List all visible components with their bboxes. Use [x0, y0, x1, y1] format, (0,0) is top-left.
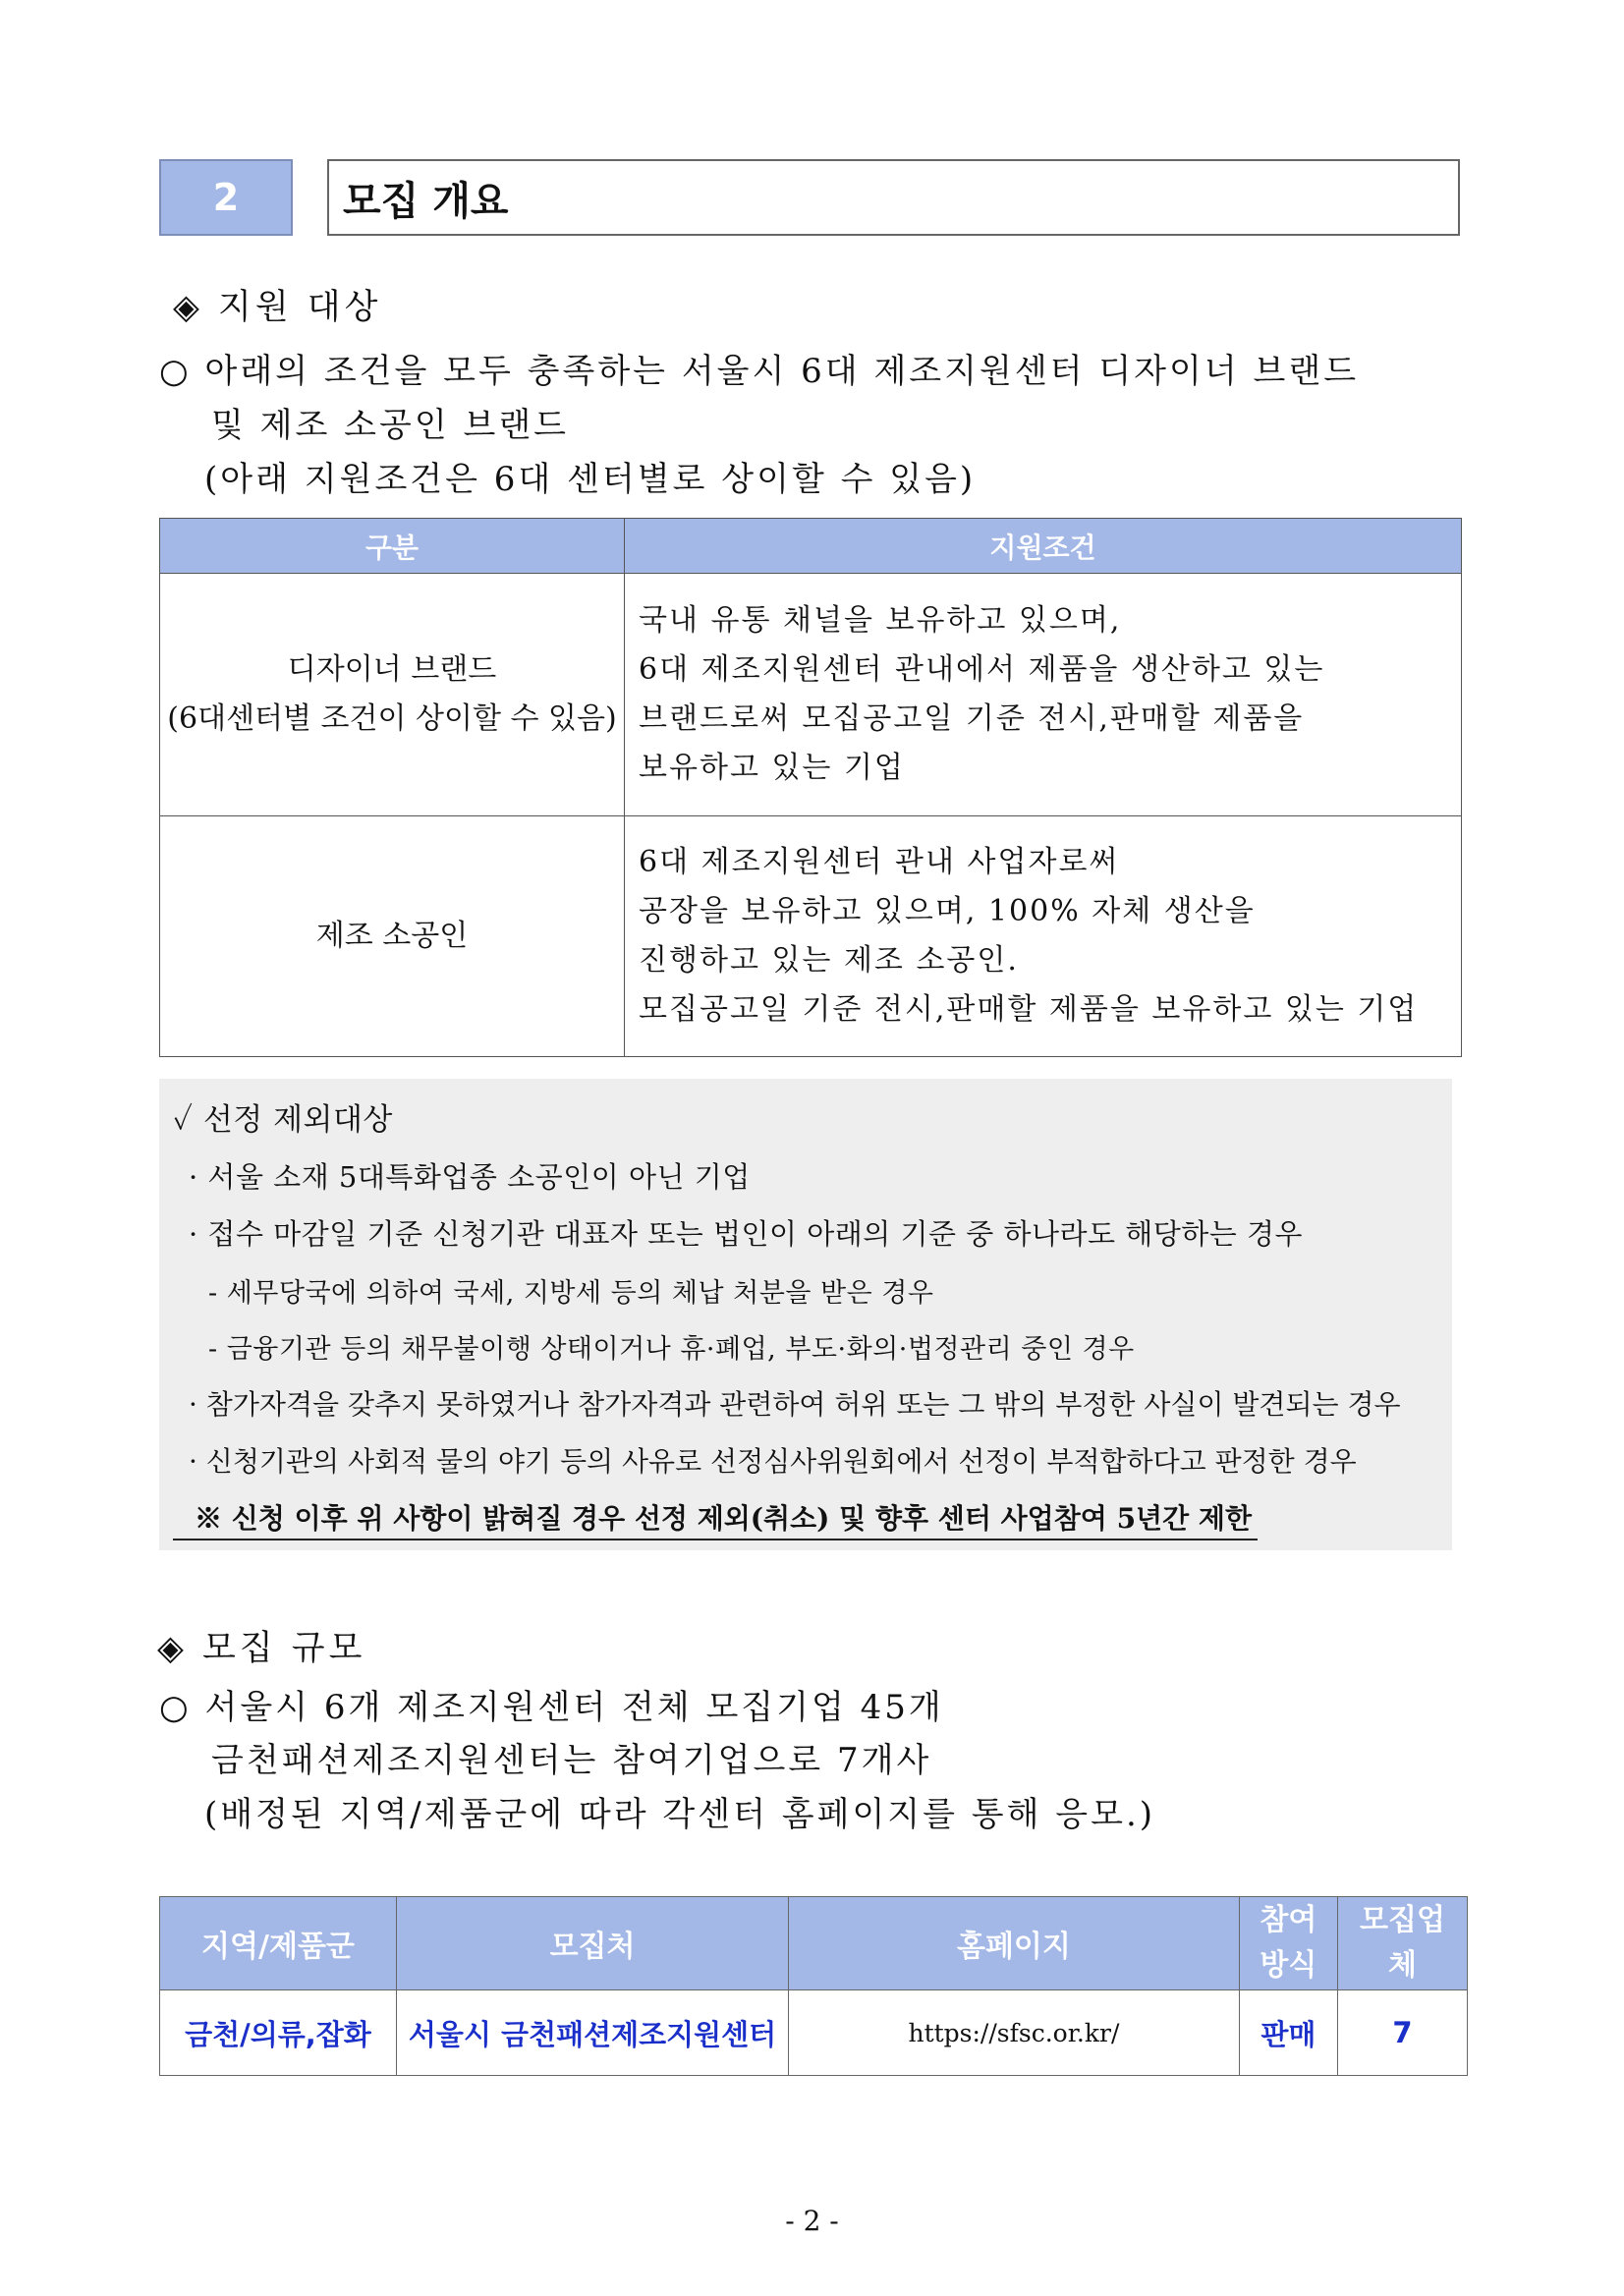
recruit-scale-line-2: 금천패션제조지원센터는 참여기업으로 7개사	[211, 1741, 932, 1780]
condition-line: 보유하고 있는 기업	[639, 751, 905, 785]
condition-line: 공장을 보유하고 있으며, 100% 자체 생산을	[639, 894, 1256, 928]
condition-line: 6대 제조지원센터 관내 사업자로써	[639, 845, 1120, 879]
exclusion-item: · 신청기관의 사회적 물의 야기 등의 사유로 선정심사위원회에서 선정이 부적합하다고 판정한 경우	[189, 1445, 1357, 1478]
table-header: 홈페이지	[789, 1897, 1240, 1990]
exclusion-subitem: - 세무당국에 의하여 국세, 지방세 등의 체납 처분을 받은 경우	[208, 1278, 934, 1309]
support-target-line-1: ○ 아래의 조건을 모두 충족하는 서울시 6대 제조지원센터 디자이너 브랜드	[159, 352, 1360, 391]
exclusion-subitem: - 금융기관 등의 채무불이행 상태이거나 휴·폐업, 부도·화의·법정관리 중인 경우	[208, 1334, 1135, 1365]
table-row	[160, 1990, 1468, 2076]
recruit-scale-heading: ◈ 모집 규모	[157, 1629, 366, 1668]
participation-cell: 판매	[1239, 1990, 1337, 2076]
table-header: 모집업 체	[1337, 1897, 1467, 1990]
condition-line: 브랜드로써 모집공고일 기준 전시,판매할 제품을	[639, 701, 1305, 736]
homepage-link[interactable]: https://sfsc.or.kr/	[789, 1990, 1240, 2076]
condition-line: 6대 제조지원센터 관내에서 제품을 생산하고 있는	[639, 652, 1325, 687]
category-label: 디자이너 브랜드	[287, 652, 497, 687]
exclusion-note: ※ 신청 이후 위 사항이 밝혀질 경우 선정 제외(취소) 및 향후 센터 사업참여 5년간 제한	[173, 1497, 1258, 1540]
recruit-table	[159, 1896, 1468, 2076]
exclusion-item: · 서울 소재 5대특화업종 소공인이 아닌 기업	[189, 1160, 751, 1194]
table-header: 지원조건	[625, 519, 1462, 574]
table-row	[160, 816, 1462, 1057]
table-row	[160, 574, 1462, 816]
support-target-line-2: 및 제조 소공인 브랜드	[211, 406, 570, 445]
table-header: 구분	[160, 519, 625, 574]
table-header: 참여 방식	[1239, 1897, 1337, 1990]
conditions-cell	[625, 574, 1462, 816]
region-cell: 금천/의류,잡화	[160, 1990, 397, 2076]
category-note: (6대센터별 조건이 상이할 수 있음)	[167, 701, 617, 736]
exclusion-item: · 참가자격을 갖추지 못하였거나 참가자격과 관련하여 허위 또는 그 밖의 부정한 사실이 발견되는 경우	[189, 1388, 1401, 1421]
category-label: 제조 소공인	[315, 919, 469, 953]
condition-line: 모집공고일 기준 전시,판매할 제품을 보유하고 있는 기업	[639, 992, 1419, 1027]
recruiter-cell: 서울시 금천패션제조지원센터	[396, 1990, 788, 2076]
exclusion-heading: ✓ 선정 제외대상	[173, 1102, 393, 1138]
exclusion-box	[159, 1079, 1452, 1550]
table-header: 모집처	[396, 1897, 788, 1990]
recruit-scale-line-3: (배정된 지역/제품군에 따라 각센터 홈페이지를 통해 응모.)	[204, 1795, 1156, 1834]
section-number: 2	[159, 159, 293, 236]
support-target-line-3: (아래 지원조건은 6대 센터별로 상이할 수 있음)	[204, 460, 977, 499]
support-target-heading: ◈ 지원 대상	[173, 288, 382, 327]
recruit-scale-line-1: ○ 서울시 6개 제조지원센터 전체 모집기업 45개	[159, 1688, 944, 1727]
section-title: 모집 개요	[327, 159, 1460, 236]
exclusion-item: · 접수 마감일 기준 신청기관 대표자 또는 법인이 아래의 기준 중 하나라도 해당하는 경우	[189, 1217, 1304, 1251]
conditions-cell	[625, 816, 1462, 1057]
condition-line: 국내 유통 채널을 보유하고 있으며,	[639, 603, 1122, 638]
condition-line: 진행하고 있는 제조 소공인.	[639, 943, 1019, 978]
conditions-table	[159, 518, 1462, 1057]
page-number: - 2 -	[785, 2205, 839, 2237]
table-header: 지역/제품군	[160, 1897, 397, 1990]
category-cell	[160, 574, 625, 816]
category-cell	[160, 816, 625, 1057]
count-cell: 7	[1337, 1990, 1467, 2076]
